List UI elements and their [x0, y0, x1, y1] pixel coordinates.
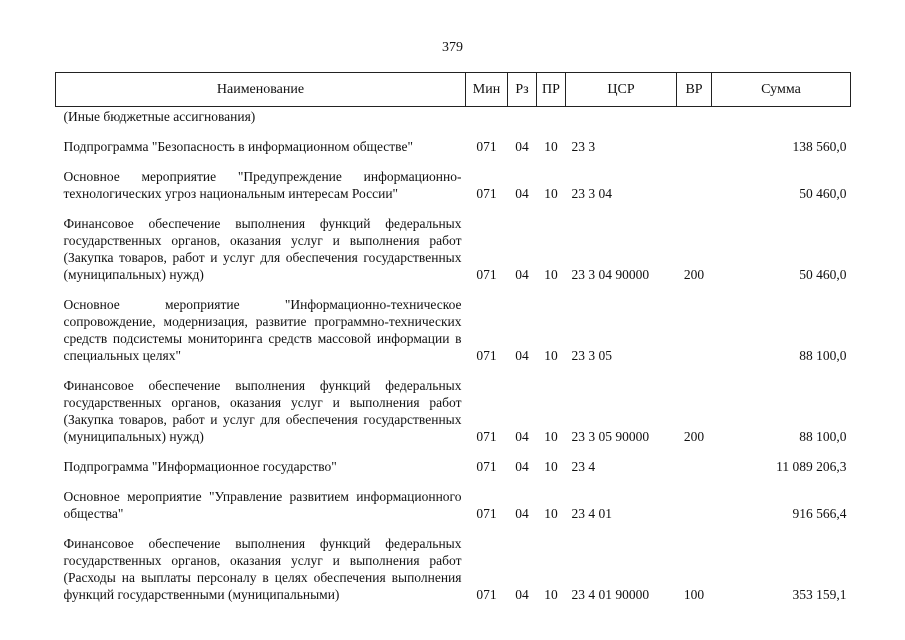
row-spacer — [56, 364, 851, 377]
cell-sum: 88 100,0 — [799, 348, 847, 363]
header-rz: Рз — [508, 73, 537, 107]
cell-min: 071 — [476, 267, 497, 282]
continuation-row — [56, 107, 851, 126]
cell-csr: 23 3 — [571, 139, 596, 154]
row-spacer-cell — [56, 283, 851, 296]
row-spacer — [56, 475, 851, 488]
cell-csr: 23 4 01 90000 — [571, 587, 650, 602]
cell-name: Основное мероприятие "Управление развитием информационного общества" — [63, 489, 462, 521]
cell-csr: 23 4 — [571, 459, 596, 474]
row-spacer — [56, 445, 851, 458]
cell-vr — [677, 296, 712, 364]
table-row — [56, 138, 851, 155]
cell-pr: 10 — [544, 459, 558, 474]
cell-min: 071 — [476, 506, 497, 521]
cell-sum: 138 560,0 — [792, 139, 847, 154]
cell-sum: 88 100,0 — [799, 429, 847, 444]
table-row — [56, 535, 851, 603]
cell-vr — [677, 168, 712, 202]
cell-pr: 10 — [544, 506, 558, 521]
cell-vr: 200 — [683, 429, 705, 444]
table-row — [56, 458, 851, 475]
cell-sum: 50 460,0 — [799, 186, 847, 201]
table-row — [56, 168, 851, 202]
row-spacer — [56, 202, 851, 215]
cell-csr: 23 4 01 — [571, 506, 612, 521]
table-row — [56, 215, 851, 283]
cell-rz: 04 — [515, 506, 529, 521]
header-sum: Сумма — [712, 73, 851, 107]
continuation-note: (Иные бюджетные ассигнования) — [63, 109, 256, 124]
table-row — [56, 296, 851, 364]
row-spacer — [56, 125, 851, 138]
cell-csr: 23 3 04 — [571, 186, 612, 201]
table-header-row — [56, 73, 851, 107]
cell-rz: 04 — [515, 186, 529, 201]
header-min: Мин — [466, 73, 508, 107]
row-spacer — [56, 283, 851, 296]
cell-csr: 23 3 05 90000 — [571, 429, 650, 444]
cell-name: Финансовое обеспечение выполнения функций федеральных государственных органов, оказания услуг и выполнения работ (Расходы на выплаты персоналу в целях обеспечения выполнения функций государственными (муниципальными) — [63, 536, 462, 602]
cell-rz: 04 — [515, 267, 529, 282]
budget-table — [55, 72, 851, 603]
row-spacer-cell — [56, 522, 851, 535]
cell-pr: 10 — [544, 348, 558, 363]
cell-csr: 23 3 04 90000 — [571, 267, 650, 282]
header-name: Наименование — [56, 73, 466, 107]
row-spacer-cell — [56, 202, 851, 215]
cell-pr: 10 — [544, 429, 558, 444]
cell-rz: 04 — [515, 429, 529, 444]
cell-csr: 23 3 05 — [571, 348, 612, 363]
cell-rz: 04 — [515, 459, 529, 474]
table-row — [56, 377, 851, 445]
cell-min: 071 — [476, 587, 497, 602]
cell-rz: 04 — [515, 348, 529, 363]
cell-name: Основное мероприятие "Информационно-техническое сопровождение, модернизация, развитие программно-технических средств подсистемы мониторинга средств массовой информации в специальных целях" — [63, 297, 462, 363]
row-spacer-cell — [56, 155, 851, 168]
row-spacer-cell — [56, 475, 851, 488]
header-vr: ВР — [677, 73, 712, 107]
cell-vr — [677, 138, 712, 155]
cell-name: Основное мероприятие "Предупреждение информационно-технологических угроз национальным интересам России" — [63, 169, 462, 201]
cell-sum: 11 089 206,3 — [776, 459, 847, 474]
cell-name: Подпрограмма "Информационное государство" — [63, 459, 337, 474]
row-spacer-cell — [56, 125, 851, 138]
cell-pr: 10 — [544, 587, 558, 602]
cell-pr: 10 — [544, 186, 558, 201]
cell-min: 071 — [476, 429, 497, 444]
cell-vr: 200 — [683, 267, 705, 282]
cell-rz: 04 — [515, 139, 529, 154]
cell-min: 071 — [476, 186, 497, 201]
cell-vr — [677, 488, 712, 522]
cell-name: Финансовое обеспечение выполнения функций федеральных государственных органов, оказания услуг и выполнения работ (Закупка товаров, работ и услуг для обеспечения государственных (муниципальных) нужд) — [63, 378, 462, 444]
cell-min: 071 — [476, 139, 497, 154]
cell-rz: 04 — [515, 587, 529, 602]
row-spacer — [56, 522, 851, 535]
cell-name: Подпрограмма "Безопасность в информационном обществе" — [63, 139, 413, 154]
cell-vr — [677, 458, 712, 475]
cell-sum: 353 159,1 — [792, 587, 847, 602]
table-row — [56, 488, 851, 522]
header-csr: ЦСР — [566, 73, 677, 107]
cell-min: 071 — [476, 459, 497, 474]
row-spacer-cell — [56, 445, 851, 458]
header-pr: ПР — [537, 73, 566, 107]
cell-min: 071 — [476, 348, 497, 363]
cell-name: Финансовое обеспечение выполнения функций федеральных государственных органов, оказания услуг и выполнения работ (Закупка товаров, работ и услуг для обеспечения государственных (муниципальных) нужд) — [63, 216, 462, 282]
row-spacer — [56, 155, 851, 168]
cell-pr: 10 — [544, 139, 558, 154]
cell-sum: 50 460,0 — [799, 267, 847, 282]
cell-sum: 916 566,4 — [792, 506, 847, 521]
cell-vr: 100 — [683, 587, 705, 602]
cell-pr: 10 — [544, 267, 558, 282]
row-spacer-cell — [56, 364, 851, 377]
page-number: 379 — [442, 40, 463, 55]
